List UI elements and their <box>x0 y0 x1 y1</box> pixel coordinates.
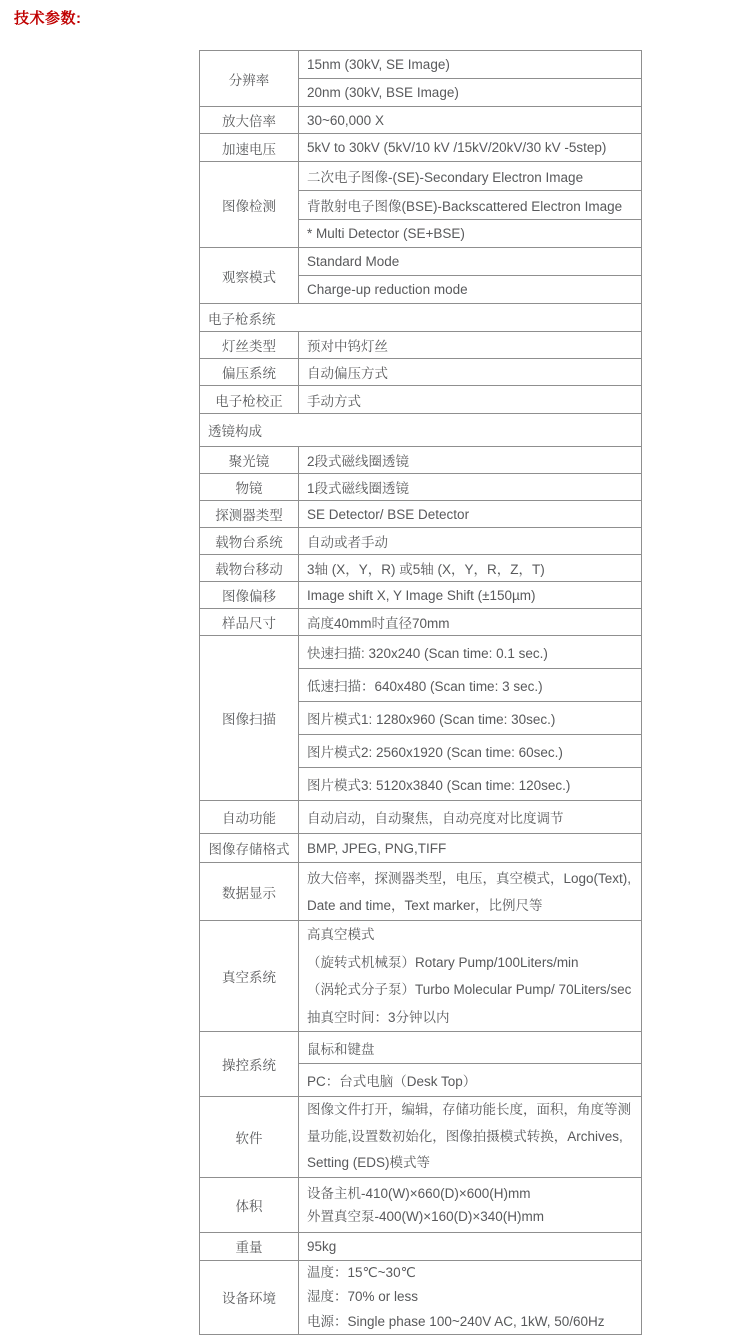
spec-label-vacuum-system: 真空系统 <box>200 921 299 1032</box>
spec-value: Charge-up reduction mode <box>299 276 642 304</box>
spec-label-image-shift: 图像偏移 <box>200 582 299 609</box>
spec-value-line: 抽真空时间：3分钟以内 <box>307 1009 450 1025</box>
spec-table <box>199 50 642 1335</box>
spec-value: 图像文件打开，编辑，存储功能长度，面积，角度等测量功能,设置数初始化，图像拍摄模式转换，Archives, Setting (EDS)模式等 <box>299 1097 642 1178</box>
spec-value-multiline <box>299 1260 642 1335</box>
spec-label-stage-movement: 载物台移动 <box>200 555 299 582</box>
spec-value: PC：台式电脑（Desk Top） <box>299 1064 642 1097</box>
spec-value: 15nm (30kV, SE Image) <box>299 51 642 79</box>
spec-value: 图片模式2: 2560x1920 (Scan time: 60sec.) <box>299 735 642 768</box>
spec-value: 1段式磁线圈透镜 <box>299 474 642 501</box>
spec-value-line: 高真空模式 <box>307 927 375 942</box>
spec-value-line: 设备主机-410(W)×660(D)×600(H)mm <box>307 1185 531 1201</box>
spec-value: 预对中钨灯丝 <box>299 332 642 359</box>
spec-label-image-format: 图像存储格式 <box>200 834 299 863</box>
spec-label-detector-type: 探测器类型 <box>200 501 299 528</box>
spec-label-magnification: 放大倍率 <box>200 107 299 134</box>
spec-label-image-detection: 图像检测 <box>200 162 299 248</box>
spec-value: Image shift X, Y Image Shift (±150µm) <box>299 582 642 609</box>
spec-value-line: （涡轮式分子泵）Turbo Molecular Pump/ 70Liters/sec <box>307 982 632 997</box>
spec-label-dimensions: 体积 <box>200 1177 299 1232</box>
spec-label-sample-size: 样品尺寸 <box>200 609 299 636</box>
spec-label-observation-mode: 观察模式 <box>200 248 299 304</box>
spec-label-control-system: 操控系统 <box>200 1032 299 1097</box>
spec-value: 95kg <box>299 1232 642 1260</box>
spec-value: 背散射电子图像(BSE)-Backscattered Electron Image <box>299 191 642 220</box>
spec-value: 快速扫描: 320x240 (Scan time: 0.1 sec.) <box>299 636 642 669</box>
spec-value-line: 湿度：70% or less <box>307 1289 419 1304</box>
spec-label-filament-type: 灯丝类型 <box>200 332 299 359</box>
spec-value: 鼠标和键盘 <box>299 1032 642 1064</box>
spec-label-resolution: 分辨率 <box>200 51 299 107</box>
spec-value: 二次电子图像-(SE)-Secondary Electron Image <box>299 162 642 191</box>
spec-value: 图片模式3: 5120x3840 (Scan time: 120sec.) <box>299 768 642 801</box>
spec-label-auto-functions: 自动功能 <box>200 801 299 834</box>
spec-label-image-scan: 图像扫描 <box>200 636 299 801</box>
spec-label-bias-system: 偏压系统 <box>200 359 299 386</box>
spec-value: 图片模式1: 1280x960 (Scan time: 30sec.) <box>299 702 642 735</box>
spec-value: 30~60,000 X <box>299 107 642 134</box>
spec-value: Standard Mode <box>299 248 642 276</box>
spec-value-line: （旋转式机械泵）Rotary Pump/100Liters/min <box>307 954 579 970</box>
spec-value: BMP, JPEG, PNG,TIFF <box>299 834 642 863</box>
spec-value: 高度40mm时直径70mm <box>299 609 642 636</box>
spec-value: * Multi Detector (SE+BSE) <box>299 220 642 248</box>
spec-value: 低速扫描：640x480 (Scan time: 3 sec.) <box>299 669 642 702</box>
spec-value-multiline <box>299 921 642 1032</box>
spec-label-weight: 重量 <box>200 1232 299 1260</box>
spec-value: 20nm (30kV, BSE Image) <box>299 79 642 107</box>
spec-value: 自动偏压方式 <box>299 359 642 386</box>
spec-value: 自动或者手动 <box>299 528 642 555</box>
spec-value: 2段式磁线圈透镜 <box>299 447 642 474</box>
spec-label-environment: 设备环境 <box>200 1260 299 1335</box>
spec-value-multiline <box>299 1177 642 1232</box>
spec-label-gun-alignment: 电子枪校正 <box>200 386 299 414</box>
spec-value-line: 电源：Single phase 100~240V AC, 1kW, 50/60Hz <box>307 1313 605 1329</box>
spec-label-accelerating-voltage: 加速电压 <box>200 134 299 162</box>
section-header-electron-gun: 电子枪系统 <box>200 304 642 332</box>
section-header-lens: 透镜构成 <box>200 414 642 447</box>
spec-value: 5kV to 30kV (5kV/10 kV /15kV/20kV/30 kV -5step) <box>299 134 642 162</box>
spec-label-software: 软件 <box>200 1097 299 1178</box>
spec-value: 自动启动，自动聚焦，自动亮度对比度调节 <box>299 801 642 834</box>
spec-value-line: 外置真空泵-400(W)×160(D)×340(H)mm <box>307 1208 545 1224</box>
spec-label-condenser-lens: 聚光镜 <box>200 447 299 474</box>
spec-label-stage-system: 载物台系统 <box>200 528 299 555</box>
spec-value: 手动方式 <box>299 386 642 414</box>
spec-label-objective-lens: 物镜 <box>200 474 299 501</box>
spec-label-data-display: 数据显示 <box>200 863 299 921</box>
spec-value-line: 温度：15℃~30℃ <box>307 1264 416 1280</box>
spec-value: 3轴 (X，Y，R) 或5轴 (X，Y，R，Z，T) <box>299 555 642 582</box>
spec-value: SE Detector/ BSE Detector <box>299 501 642 528</box>
page-title: 技术参数: <box>14 10 82 27</box>
spec-value: 放大倍率，探测器类型，电压，真空模式，Logo(Text), Date and time，Text marker，比例尺等 <box>299 863 642 921</box>
